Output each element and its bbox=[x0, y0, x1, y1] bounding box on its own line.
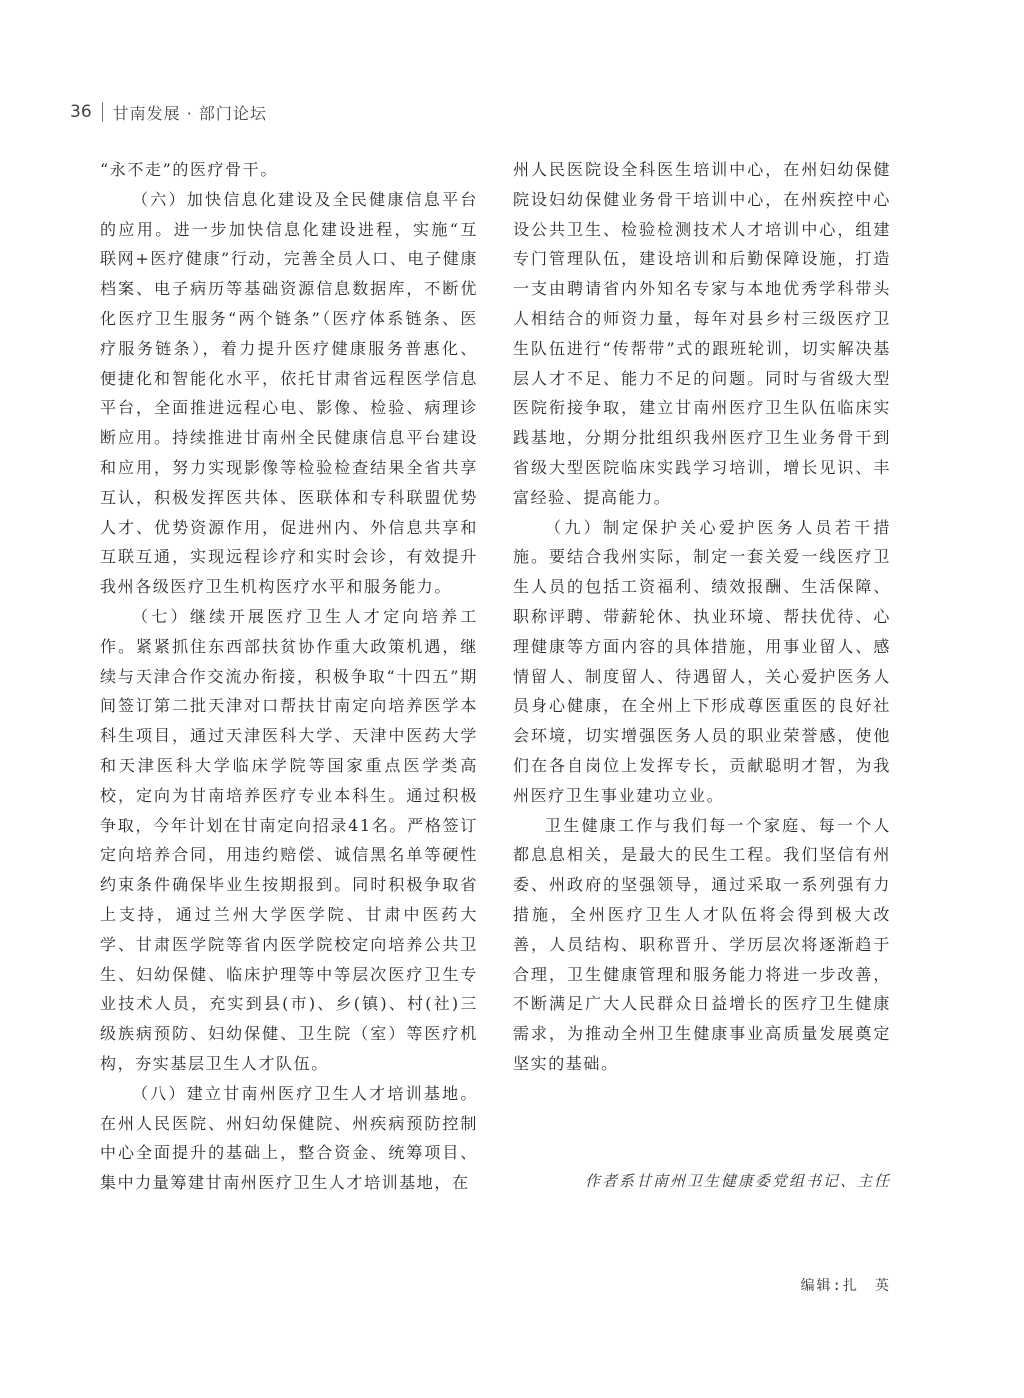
paragraph: （七）继续开展医疗卫生人才定向培养工作。紧紧抓住东西部扶贫协作重大政策机遇，继续与天津合作交流办衔接，积极争取“十四五”期间签订第二批天津对口帮扶甘南定向培养医学本科生项目，通过天津医科大学、天津中医药大学和天津医科大学临床学院等国家重点医学类高校，定向为甘南培养医疗专业本科生。通过积极争取，今年计划在甘南定向招录41名。严格签订定向培养合同，用违约赔偿、诚信黑名单等硬性约束条件确保毕业生按期报到。同时积极争取省上支持，通过兰州大学医学院、甘肃中医药大学、甘肃医学院等省内医学院校定向培养公共卫生、妇幼保健、临床护理等中等层次医疗卫生专业技术人员，充实到县(市)、乡(镇)、村(社)三级族病预防、妇幼保健、卫生院（室）等医疗机构，夯实基层卫生人才队伍。 bbox=[100, 606, 478, 1073]
editor-credit: 编辑:扎 英 bbox=[800, 1278, 891, 1294]
paragraph: （六）加快信息化建设及全民健康信息平台的应用。进一步加快信息化建设进程，实施“互联网+医疗健康”行动，完善全员人口、电子健康档案、电子病历等基础资源信息数据库，不断优化医疗卫生服务“两个链条”（医疗体系链条、医疗服务链条），着力提升医疗健康服务普惠化、便捷化和智能化水平，依托甘肃省远程医学信息平台，全面推进远程心电、影像、检验、病理诊断应用。持续推进甘南州全民健康信息平台建设和应用，努力实现影像等检验检查结果全省共享互认，积极发挥医共体、医联体和专科联盟优势人才、优势资源作用，促进州内、外信息共享和互联互通，实现远程诊疗和实时会诊，有效提升我州各级医疗卫生机构医疗水平和服务能力。 bbox=[100, 189, 478, 597]
section-title: 甘南发展 · 部门论坛 bbox=[112, 103, 267, 123]
paragraph: （九）制定保护关心爱护医务人员若干措施。要结合我州实际，制定一套关爱一线医疗卫生人员的包括工资福利、绩效报酬、生活保障、职称评聘、带薪轮休、执业环境、帮扶优待、心理健康等方面内容的具体措施，用事业留人、感情留人、制度留人、待遇留人，关心爱护医务人员身心健康，在全州上下形成尊医重医的良好社会环境，切实增强医务人员的职业荣誉感，使他们在各自岗位上发挥专长，贡献聪明才智，为我州医疗卫生事业建功立业。 bbox=[513, 517, 891, 805]
header-divider bbox=[102, 102, 103, 122]
running-header bbox=[70, 98, 267, 126]
page-number: 36 bbox=[70, 102, 92, 122]
left-column bbox=[100, 155, 478, 1198]
paragraph: （八）建立甘南州医疗卫生人才培训基地。在州人民医院、州妇幼保健院、州疾病预防控制中心全面提升的基础上，整合资金、统筹项目、集中力量筹建甘南州医疗卫生人才培训基地，在 bbox=[100, 1083, 478, 1193]
right-column bbox=[513, 155, 891, 1079]
paragraph: “永不走”的医疗骨干。 bbox=[100, 160, 278, 179]
author-byline: 作者系甘南州卫生健康委党组书记、主任 bbox=[584, 1172, 891, 1190]
paragraph: 卫生健康工作与我们每一个家庭、每一个人都息息相关，是最大的民生工程。我们坚信有州委、州政府的坚强领导，通过采取一系列强有力措施，全州医疗卫生人才队伍将会得到极大改善，人员结构、职称晋升、学历层次将逐渐趋于合理，卫生健康管理和服务能力将进一步改善，不断满足广大人民群众日益增长的医疗卫生健康需求，为推动全州卫生健康事业高质量发展奠定坚实的基础。 bbox=[513, 815, 891, 1073]
paragraph: 州人民医院设全科医生培训中心，在州妇幼保健院设妇幼保健业务骨干培训中心，在州疾控中心设公共卫生、检验检测技术人才培训中心，组建专门管理队伍，建设培训和后勤保障设施，打造一支由聘请省内外知名专家与本地优秀学科带头人相结合的师资力量，每年对县乡村三级医疗卫生队伍进行“传帮带”式的跟班轮训，切实解决基层人才不足、能力不足的问题。同时与省级大型医院衔接争取，建立甘南州医疗卫生队伍临床实践基地，分期分批组织我州医疗卫生业务骨干到省级大型医院临床实践学习培训，增长见识、丰富经验、提高能力。 bbox=[513, 160, 891, 507]
